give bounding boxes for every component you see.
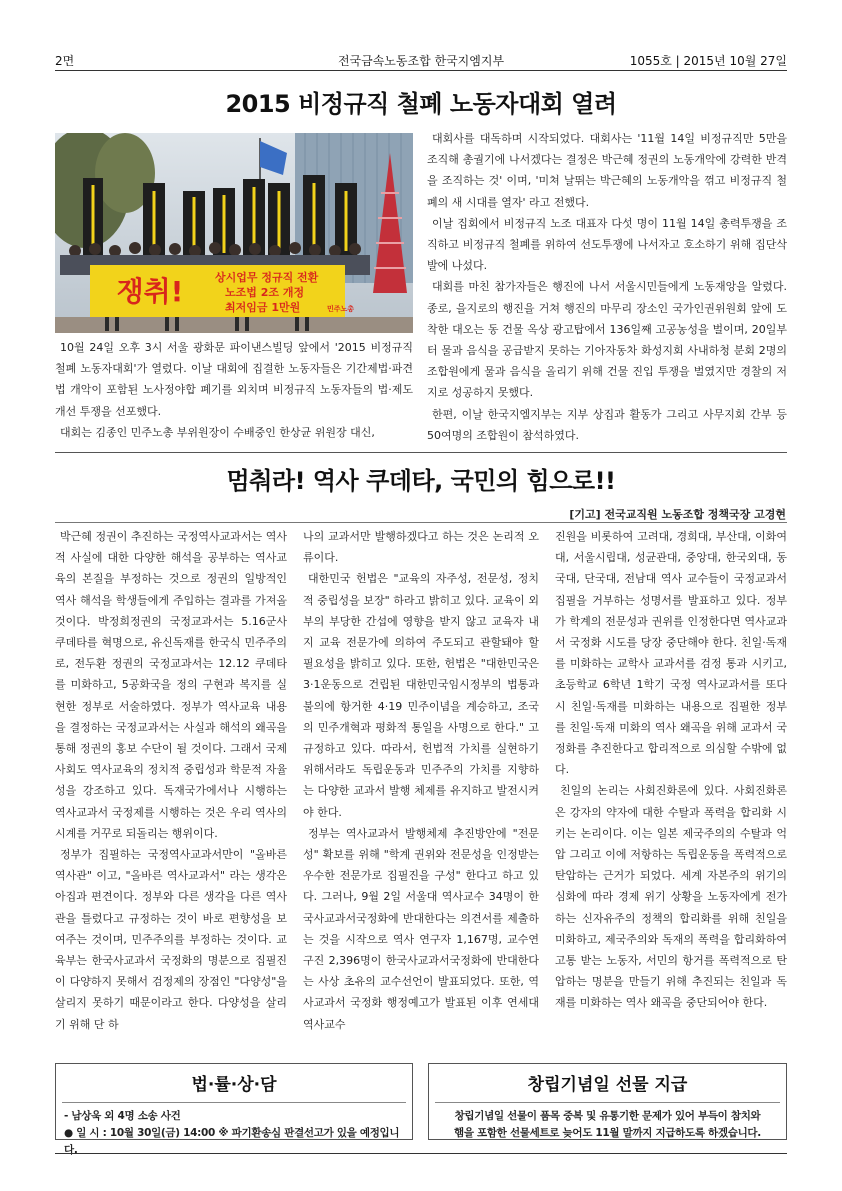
page-header [55,50,787,72]
article2-column-2 [303,526,539,1035]
article2-byline: [기고] 전국교직원 노동조합 정책국장 고경현 [569,508,786,521]
paragraph: 대회를 마친 참가자들은 행진에 나서 서울시민들에게 노동재앙을 알렸다. 종로, 을지로의 행진을 거쳐 행진의 마무리 장소인 국가인권위원회 앞에 도착한 대오는 동 건물 옥상 광고탑에서 136일째 고공농성을 벌이며, 20일부터 물과 음식을 공급받지 못하는 기아자동차 화성지회 사내하청 분회 2명의 조합원에게 물과 음식을 올리기 위해 건물 진입 투쟁을 벌였지만 경찰의 저지로 성공하지 못했다. [427,280,787,400]
anniversary-gift-box [428,1063,787,1140]
publication-name: 전국금속노동조합 한국지엠지부 [337,54,505,68]
article2-title: 멈춰라! 역사 쿠데타, 국민의 힘으로!! [226,467,616,495]
banner-logo: 민주노총 [327,305,355,313]
byline-divider [55,522,787,523]
article2-column-3 [555,526,787,1014]
legal-consult-case: - 남상욱 외 4명 소송 사건 [64,1110,181,1122]
paragraph: 이날 집회에서 비정규직 노조 대표자 다섯 명이 11월 14일 총력투쟁을 조직하고 비정규직 철폐를 위하여 선도투쟁에 나서자고 호소하기 위해 집단삭발에 나섰다. [427,216,787,273]
box-divider [62,1102,406,1103]
footer-divider [55,1153,787,1154]
banner-main-text: 쟁취! [116,275,184,308]
banner-line1: 상시업무 정규직 전환 [215,271,319,284]
paragraph: 정부는 역사교과서 발행체제 추진방안에 "전문성" 확보를 위해 "학계 권위와 전문성을 인정받는 우수한 전문가로 집필진을 구성" 한다고 하고 있다. 그러나, 9월 2일 서울대 역사교수 34명이 한국사교과서국정화에 반대한다는 의견서를 제출하는 것을 시작으로 역사 연구자 1,167명, 교수연구진 2,396명이 한국사교과서국정화에 반대한다는 사상 초유의 교수선언이 발표되었다. 또한, 역사교과서 국정화 행정예고가 발표된 이후 연세대 역사교수 [303,826,539,1031]
article1-title: 2015 비정규직 철폐 노동자대회 열려 [225,90,617,118]
article1-left-column [55,337,413,443]
legal-consult-title: 법·률·상·담 [191,1075,277,1095]
paragraph: 친일의 논리는 사회진화론에 있다. 사회진화론은 강자의 약자에 대한 수탈과 폭력을 합리화 시키는 논리이다. 이는 일본 제국주의의 수탈과 억압 그리고 이에 저항하는 독립운동을 폭력적으로 탄압하는 근거가 되었다. 세계 자본주의 위기의 심화에 따라 경제 위기 상황을 노동자에게 전가하는 신자유주의 정책의 합리화를 위해 친일을 미화하고, 제국주의와 독재의 폭력을 합리화하여 고통 받는 노동자, 서민의 항거를 폭력적으로 탄압하는 명분을 만들기 위해 추진되는 친일과 독재를 미화하는 역사 왜곡을 중단되어야 한다. [555,784,787,1010]
issue-date: 1055호 | 2015년 10월 27일 [629,54,787,68]
paragraph: 나의 교과서만 발행하겠다고 하는 것은 논리적 오류이다. [303,530,539,565]
rally-photo-illustration [55,133,413,333]
anniversary-gift-line1: 창립기념일 선물이 품목 중복 및 유통기한 문제가 있어 부득이 참치와 [454,1110,761,1122]
anniversary-gift-title: 창립기념일 선물 지급 [527,1075,688,1095]
paragraph: 정부가 집필하는 국정역사교과서만이 "올바른 역사관" 이고, "올바른 역사교과서" 라는 생각은 아집과 편견이다. 정부와 다른 생각을 다른 역사관을 틀렸다고 규정하는 것이 바로 편향성을 보여주는 것이며, 민주주의를 부정하는 것이다. 교육부는 한국사교과서 국정화의 명분으로 집필진이 다양하지 못해서 검정제의 장점인 "다양성"을 살리지 못하기 때문이라고 한다. 다양성을 살리기 위해 단 하 [55,848,287,1031]
box-divider [435,1102,780,1103]
banner-line2: 노조법 2조 개정 [225,286,305,299]
anniversary-gift-line2: 햄을 포함한 선물세트로 늦어도 11월 말까지 지급하도록 하겠습니다. [454,1127,761,1139]
paragraph: 10월 24일 오후 3시 서울 광화문 파이낸스빌딩 앞에서 '2015 비정규직 철폐 노동자대회'가 열렸다. 이날 대회에 집결한 노동자들은 기간제법·파견법 개악이 포함된 노사정야합 폐기를 외치며 비정규직 노동자들의 법·제도 개선 투쟁을 선포했다. [55,341,413,418]
paragraph: 대한민국 헌법은 "교육의 자주성, 전문성, 정치적 중립성을 보장" 하라고 밝히고 있다. 교육이 외부의 부당한 간섭에 영향을 받지 않고 교육자 내지 교육 전문가에 의하여 주도되고 관할돼야 할 필요성을 밝히고 있다. 또한, 헌법은 "대한민국은 3·1운동으로 건립된 대한민국임시정부의 법통과 불의에 항거한 4·19 민주이념을 계승하고, 조국의 민주개혁과 평화적 통일을 사명으로 한다." 고 규정하고 있다. 따라서, 헌법적 가치를 실현하기 위해서라도 독립운동과 민주주의 가치를 지향하는 다양한 교과서 발행 체제를 유지하고 발전시켜야 한다. [303,572,539,819]
article2-column-1 [55,526,287,1035]
paragraph: 진원을 비롯하여 고려대, 경희대, 부산대, 이화여대, 서울시립대, 성균관대, 중앙대, 한국외대, 동국대, 단국대, 전남대 역사 교수들이 국정교과서 집필을 거부하는 성명서를 발표하고 있다. 정부가 학계의 전문성과 권위를 인정한다면 역사교과서 국정화 시도를 당장 중단해야 한다. 친일·독재를 미화하는 교학사 교과서를 검정 통과 시키고, 초등학교 6학년 1학기 국정 역사교과서를 또다시 친일·독재를 미화하는 내용으로 집필한 정부를 친일·독재 미화의 역사 왜곡을 위해 교과서 국정화를 추진한다고 합리적으로 의심할 수밖에 없다. [555,530,787,777]
paragraph: 대회는 김종인 민주노총 부위원장이 수배중인 한상균 위원장 대신, [60,425,375,439]
section-divider [55,452,787,453]
paragraph: 대회사를 대독하며 시작되었다. 대회사는 '11월 14일 비정규직만 5만을 조직해 총궐기에 나서겠다는 결정은 박근혜 정권의 노동개악에 강력한 반격을 조직하는 것' 이며, '미쳐 날뛰는 박근혜의 노동개악을 꺾고 비정규직 철폐의 새 시대를 열자' 라고 전했다. [427,132,787,209]
article1-right-column [427,128,787,446]
paragraph: 박근혜 정권이 추진하는 국정역사교과서는 역사적 사실에 대한 다양한 해석을 공부하는 역사교육의 본질을 부정하는 것으로 정권의 일방적인 역사 해석을 학생들에게 주입하는 결과를 가져올 것이다. 박정희정권의 국정교과서는 5.16군사 쿠데타를 혁명으로, 유신독재를 한국식 민주주의로, 전두환 정권의 국정교과서는 12.12 쿠데타를 미화하고, 5공화국을 정의 구현과 복지를 실현한 정부로 서술하였다. 정부가 역사교육 내용을 결정하는 국정교과서는 사실과 해석의 왜곡을 통해 정권의 홍보 수단이 될 것이다. 그래서 국제사회도 역사교육의 정치적 중립성과 학문적 자율성을 강조하고 있다. 독재국가에서나 시행하는 역사교과서 국정제를 시행하는 것은 우리 역사의 시계를 거꾸로 되돌리는 행위이다. [55,530,287,840]
banner-line3: 최저임금 1만원 [225,301,301,314]
header-divider [55,70,787,71]
paragraph: 한편, 이날 한국지엠지부는 지부 상집과 활동가 그리고 사무지회 간부 등 50여명의 조합원이 참석하였다. [427,407,787,442]
legal-consult-box [55,1063,413,1156]
rally-photo [55,133,413,333]
legal-consult-schedule: ● 일 시 : 10월 30일(금) 14:00 ※ 파기환송심 판결선고가 있을 예정입니다. [64,1127,400,1156]
page-number: 2면 [55,54,75,68]
